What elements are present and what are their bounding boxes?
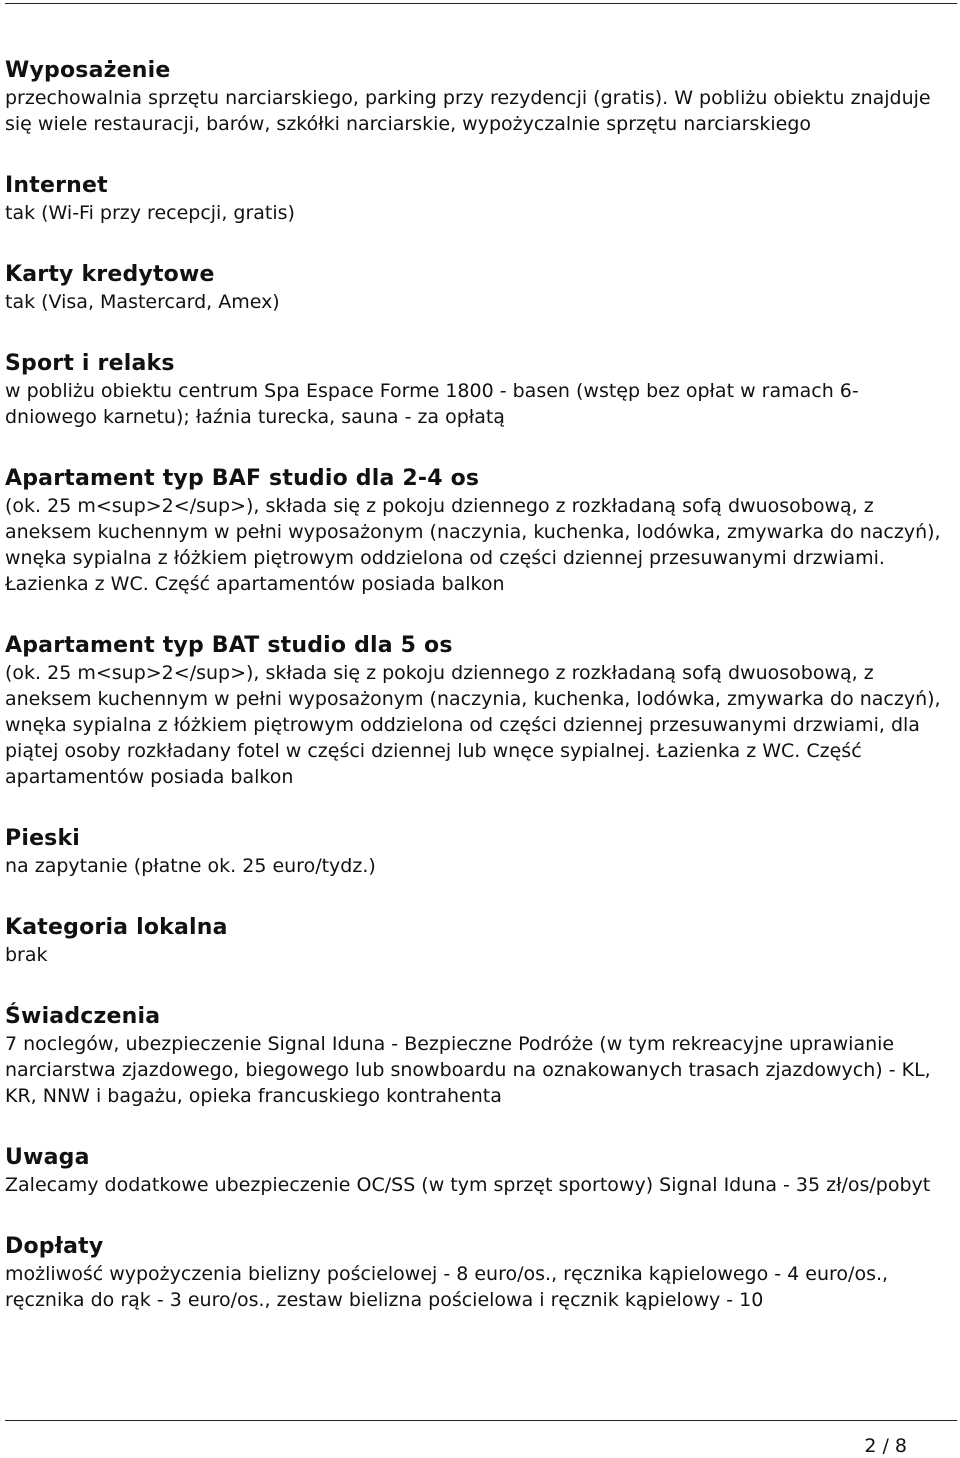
section-apartament-baf — [5, 465, 950, 597]
section-kategoria-lokalna — [5, 914, 950, 968]
section-karty-kredytowe — [5, 261, 950, 315]
section-wyposazenie — [5, 57, 950, 137]
section-body: brak — [5, 944, 48, 966]
section-title: Internet — [5, 173, 108, 198]
section-body: tak (Wi-Fi przy recepcji, gratis) — [5, 202, 295, 224]
section-apartament-bat — [5, 632, 950, 790]
section-pieski — [5, 825, 950, 879]
section-title: Apartament typ BAF studio dla 2-4 os — [5, 466, 480, 491]
section-body: (ok. 25 m<sup>2</sup>), składa się z pokoju dziennego z rozkładaną sofą dwuosobową, z aneksem kuchennym w pełni wyposażonym (naczynia, kuchenka, lodówka, zmywarka do naczyń), wnęka sypialna z łóżkiem piętrowym oddzielona od części dziennej przesuwanymi drzwiami. Łazienka z WC. Część apartamentów posiada balkon — [5, 495, 941, 595]
top-rule — [5, 3, 957, 4]
section-title: Sport i relaks — [5, 351, 175, 376]
section-body: (ok. 25 m<sup>2</sup>), składa się z pokoju dziennego z rozkładaną sofą dwuosobową, z aneksem kuchennym w pełni wyposażonym (naczynia, kuchenka, lodówka, zmywarka do naczyń), wnęka sypialna z łóżkiem piętrowym oddzielona od części dziennej przesuwanymi drzwiami, dla piątej osoby rozkładany fotel w części dziennej lub wnęce sypialnej. Łazienka z WC. Część apartamentów posiada balkon — [5, 662, 941, 788]
section-title: Kategoria lokalna — [5, 915, 228, 940]
section-body: przechowalnia sprzętu narciarskiego, parking przy rezydencji (gratis). W pobliżu obiektu znajduje się wiele restauracji, barów, szkółki narciarskie, wypożyczalnie sprzętu narciarskiego — [5, 87, 931, 135]
document-content — [5, 57, 950, 1348]
section-body: tak (Visa, Mastercard, Amex) — [5, 291, 280, 313]
section-sport-i-relaks — [5, 350, 950, 430]
section-title: Karty kredytowe — [5, 262, 215, 287]
section-title: Pieski — [5, 826, 81, 851]
section-body: Zalecamy dodatkowe ubezpieczenie OC/SS (w tym sprzęt sportowy) Signal Iduna - 35 zł/os/pobyt — [5, 1174, 931, 1196]
section-body: możliwość wypożyczenia bielizny pościelowej - 8 euro/os., ręcznika kąpielowego - 4 euro/os., ręcznika do rąk - 3 euro/os., zestaw bielizna pościelowa i ręcznik kąpielowy - 10 — [5, 1263, 889, 1311]
section-swiadczenia — [5, 1003, 950, 1109]
section-body: na zapytanie (płatne ok. 25 euro/tydz.) — [5, 855, 376, 877]
section-title: Apartament typ BAT studio dla 5 os — [5, 633, 453, 658]
section-body: w pobliżu obiektu centrum Spa Espace Forme 1800 - basen (wstęp bez opłat w ramach 6-dniowego karnetu); łaźnia turecka, sauna - za opłatą — [5, 380, 859, 428]
section-title: Wyposażenie — [5, 58, 171, 83]
section-internet — [5, 172, 950, 226]
section-body: 7 noclegów, ubezpieczenie Signal Iduna - Bezpieczne Podróże (w tym rekreacyjne uprawianie narciarstwa zjazdowego, biegowego lub snowboardu na oznakowanych trasach zjazdowych) - KL, KR, NNW i bagażu, opieka francuskiego kontrahenta — [5, 1033, 931, 1107]
section-title: Uwaga — [5, 1145, 90, 1170]
section-title: Dopłaty — [5, 1234, 104, 1259]
section-uwaga — [5, 1144, 950, 1198]
section-doplaty — [5, 1233, 950, 1313]
page-number: 2 / 8 — [864, 1435, 907, 1457]
bottom-rule — [5, 1420, 957, 1421]
section-title: Świadczenia — [5, 1004, 161, 1029]
